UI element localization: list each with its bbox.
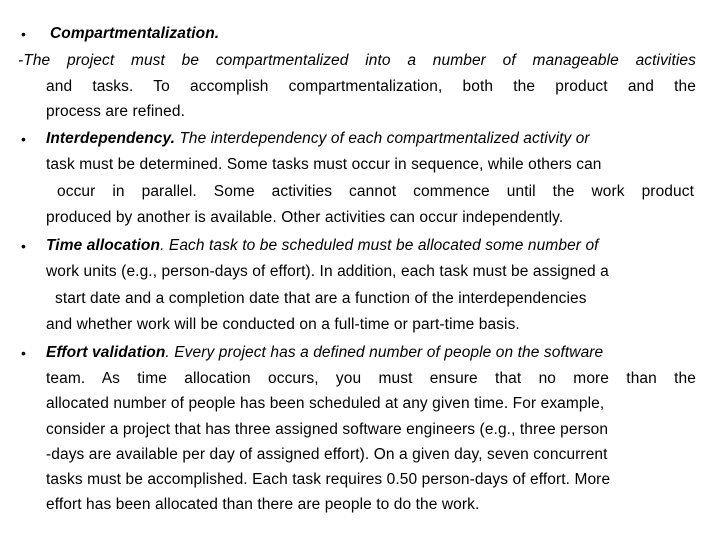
heading-time-allocation: Time allocation: [46, 237, 161, 254]
effort-validation-line-2: team. As time allocation occurs, you must ensure that no more than the: [46, 370, 696, 387]
compartmentalization-line-1: -The project must be compartmentalized into a number of manageable activities: [18, 52, 696, 69]
bullet-interdependency: •: [21, 131, 26, 147]
interdependency-line-1-text: The interdependency of each compartmentalized activity or: [179, 130, 590, 147]
time-allocation-line-4: and whether work will be conducted on a full-time or part-time basis.: [46, 316, 520, 333]
effort-validation-line-1-text: . Every project has a defined number of people on the software: [165, 344, 604, 361]
effort-validation-line-4: consider a project that has three assigned software engineers (e.g., three person: [46, 421, 609, 438]
effort-validation-line-5: -days are available per day of assigned effort). On a given day, seven concurrent: [46, 446, 608, 463]
bullet-time-allocation: •: [21, 238, 26, 254]
compartmentalization-line-3: process are refined.: [46, 103, 185, 120]
bullet-compartmentalization: •: [21, 26, 26, 42]
bullet-effort-validation: •: [21, 345, 26, 361]
interdependency-line-1: [46, 129, 704, 149]
interdependency-line-4: produced by another is available. Other activities can occur independently.: [46, 209, 564, 226]
interdependency-line-2: task must be determined. Some tasks must occur in sequence, while others can: [46, 156, 602, 173]
time-allocation-line-1-text: . Each task to be scheduled must be allocated some number of: [160, 237, 599, 254]
time-allocation-line-1: [46, 236, 696, 256]
time-allocation-line-3: start date and a completion date that are a function of the interdependencies: [55, 290, 587, 307]
interdependency-line-3: occur in parallel. Some activities cannot commence until the work product: [57, 183, 694, 200]
heading-effort-validation: Effort validation: [46, 344, 166, 361]
effort-validation-line-1: [46, 343, 696, 363]
effort-validation-line-6: tasks must be accomplished. Each task requires 0.50 person-days of effort. More: [46, 471, 611, 488]
heading-compartmentalization: Compartmentalization.: [50, 25, 220, 42]
compartmentalization-line-2: and tasks. To accomplish compartmentalization, both the product and the: [46, 78, 696, 95]
time-allocation-line-2: work units (e.g., person-days of effort). In addition, each task must be assigned a: [46, 263, 609, 280]
heading-interdependency: Interdependency.: [46, 130, 175, 147]
effort-validation-line-3: allocated number of people has been scheduled at any given time. For example,: [46, 395, 605, 412]
effort-validation-line-7: effort has been allocated than there are people to do the work.: [46, 496, 480, 513]
